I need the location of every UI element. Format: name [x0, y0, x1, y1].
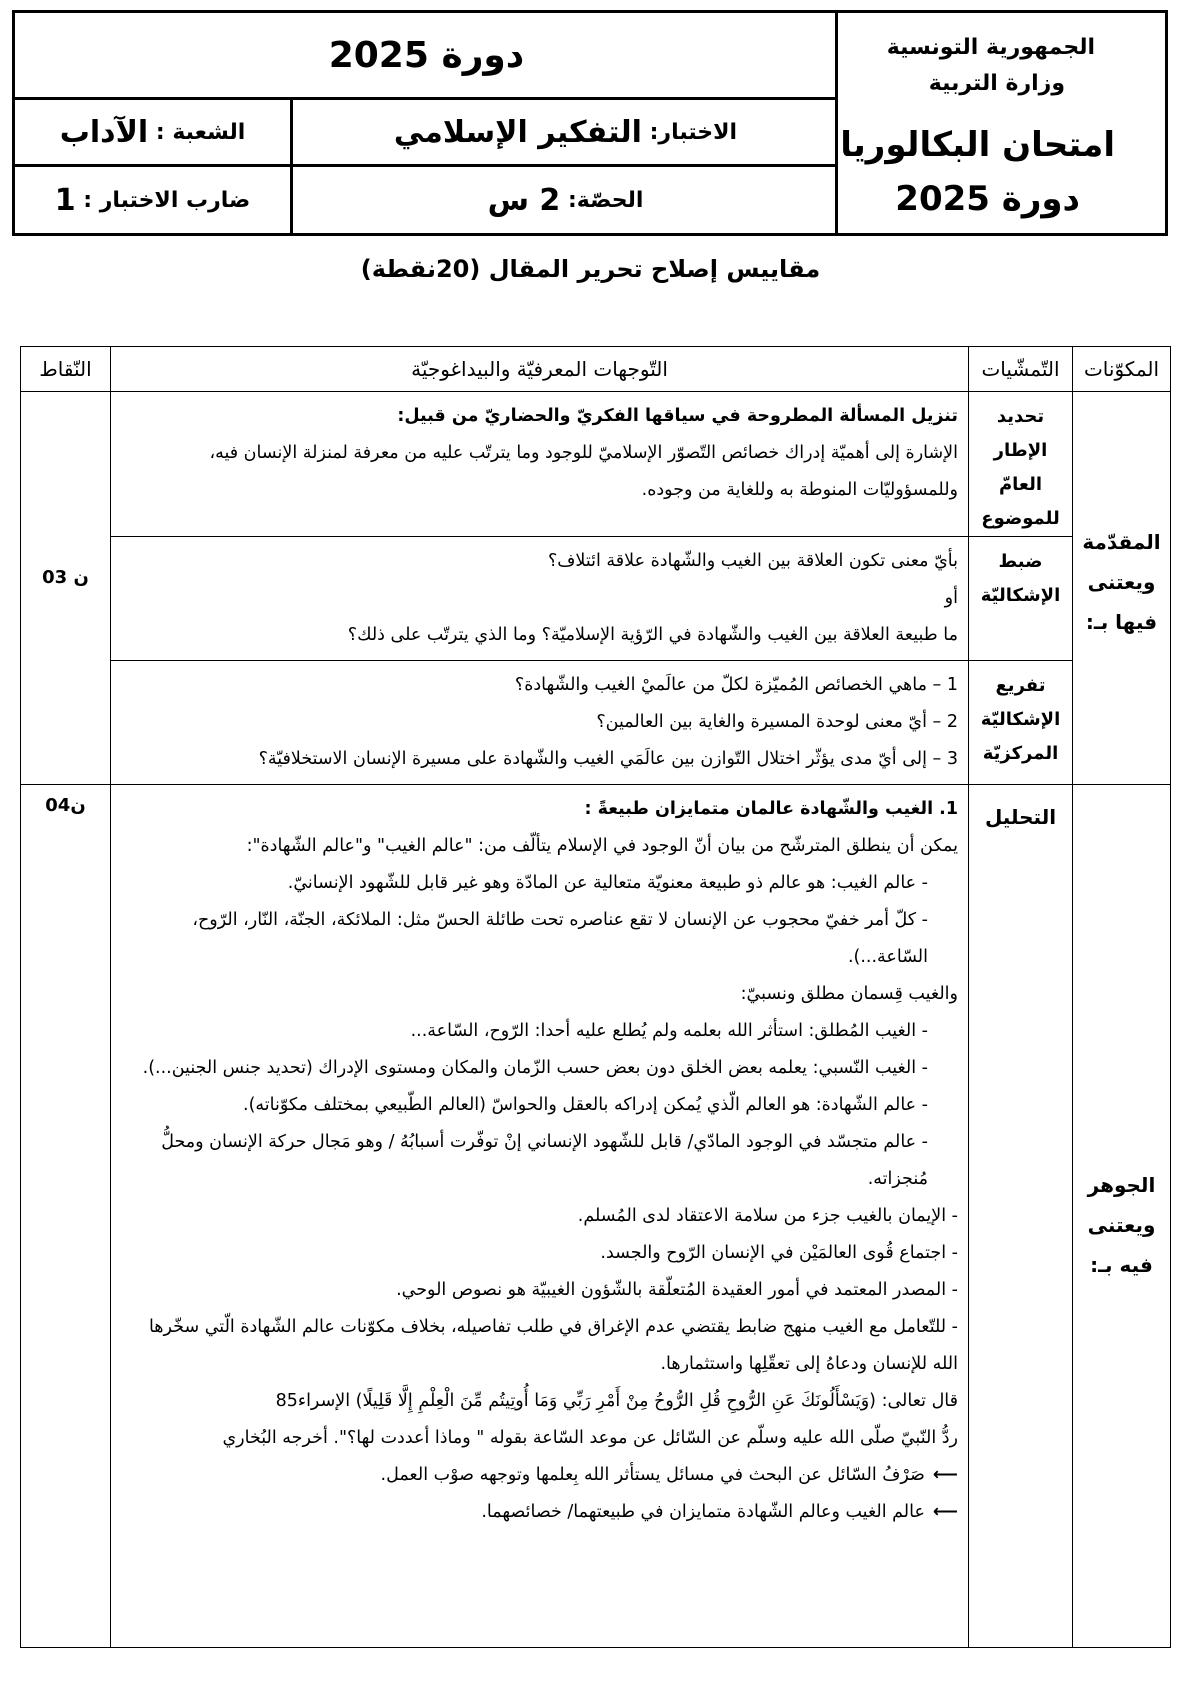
intro-subproblems-content: 1 – ماهي الخصائص المُميّزة لكلّ من عالَميْ الغيب والشّهادة؟ 2 – أيّ معنى لوحدة المسيرة والغاية بين العالمين؟ 3 – إلى أيّ مدى يؤثّر اختلال التّوازن بين عالَمَي الغيب والشّهادة على مسيرة الإنسان الاستخلافيّة؟ [111, 661, 969, 785]
header-institution [835, 13, 1165, 233]
header-duration-row [15, 167, 838, 233]
branch-label: الشعبة : [155, 119, 246, 145]
subject-label: الاختبار: [649, 119, 738, 145]
step-analysis: التحليل [969, 785, 1073, 1648]
arrow-left-icon: ⟵ [932, 1502, 958, 1522]
table-row [21, 392, 1171, 537]
session-right: دورة 2025 [895, 179, 1080, 219]
coefficient-value: 1 [54, 182, 76, 218]
subject-value: التفكير الإسلامي [393, 114, 642, 150]
step-subproblems: تفريع الإشكاليّة المركزيّة [969, 661, 1073, 785]
duration-cell [293, 167, 838, 233]
header-components: المكوّنات [1073, 347, 1171, 392]
branch-value: الآداب [59, 114, 149, 150]
intro-framework-content: تنزيل المسألة المطروحة في سياقها الفكريّ والحضاريّ من قبيل: الإشارة إلى أهميّة إدراك خصائص التّصوّر الإسلاميّ للوجود وما يترتّب عليه من معرفة لمنزلة الإنسان فيه، وللمسؤوليّات المنوطة به وللغاية من وجوده. [111, 392, 969, 537]
country-name: الجمهورية التونسية [886, 35, 1095, 60]
duration-value: 2 س [487, 182, 561, 218]
intro-problem-content: بأيّ معنى تكون العلاقة بين الغيب والشّهادة علاقة ائتلاف؟ أو ما طبيعة العلاقة بين الغيب والشّهادة في الرّؤية الإسلاميّة؟ وما الذي يترتّب على ذلك؟ [111, 537, 969, 661]
subject-cell [293, 100, 838, 164]
arrow-left-icon: ⟵ [932, 1465, 958, 1485]
header-session-row [15, 13, 838, 100]
header-steps: التّمشّيات [969, 347, 1073, 392]
table-row [21, 537, 1171, 661]
body-analysis-content: 1. الغيب والشّهادة عالمان متمايزان طبيعةً : يمكن أن ينطلق المترشّح من بيان أنّ الوجود في الإسلام يتألّف من: "عالم الغيب" و"عالم الشّهادة": - عالم الغيب: هو عالم ذو طبيعة معنويّة متعالية عن المادّة وهو غير قابل للشّهود الإنسانيّ. - كلّ أمر خفيّ محجوب عن الإنسان لا تقع عناصره تحت طائلة الحسّ مثل: الملائكة، الجنّة، النّار، الرّوح، السّاعة...). والغيب قِسمان مطلق ونسبيّ: - الغيب المُطلق: استأثر الله بعلمه ولم يُطلع عليه أحدا: الرّوح، السّاعة... - الغيب النّسبي: يعلمه بعض الخلق دون بعض حسب الزّمان والمكان ومستوى الإدراك (تحديد جنس الجنين...). - عالم الشّهادة: هو العالم الّذي يُمكن إدراكه بالعقل والحواسّ (العالم الطّبيعي بمختلف مكوّناته). - عالم متجسّد في الوجود المادّي/ قابل للشّهود الإنساني إنْ توفّرت أسبابُهُ / وهو مَجال حركة الإنسان ومحلُّ مُنجزاته. - الإيمان بالغيب جزء من سلامة الاعتقاد لدى المُسلم. - اجتماع قُوى العالمَيْن في الإنسان الرّوح والجسد. - المصدر المعتمد في أمور العقيدة المُتعلّقة بالشّؤون الغيبيّة هو نصوص الوحي. - للتّعامل مع الغيب منهج ضابط يقتضي عدم الإغراق في طلب تفاصيله، بخلاف مكوّنات عالم الشّهادة الّتي سخّرها الله للإنسان ودعاهُ إلى تعقّلِها واستثمارها. قال تعالى: (وَيَسْأَلُونَكَ عَنِ الرُّوحِ قُلِ الرُّوحُ مِنْ أَمْرِ رَبِّي وَمَا أُوتِيتُم مِّنَ الْعِلْمِ إِلَّا قَلِيلًا) الإسراء85 ردُّ النّبيّ صلّى الله عليه وسلّم عن السّائل عن موعد السّاعة بقوله " وماذا أعددت لها؟". أخرجه البُخاري ⟵صَرْفُ السّائل عن البحث في مسائل يستأثر الله بِعلمها وتوجهه صوْب العمل. ⟵عالم الغيب وعالم الشّهادة متمايزان في طبيعتهما/ خصائصهما. [111, 785, 969, 1648]
header-subject-row [15, 100, 838, 167]
header-orientations: التّوجهات المعرفيّة والبيداغوجيّة [111, 347, 969, 392]
grading-table [20, 346, 1171, 1648]
duration-label: الحصّة: [567, 187, 644, 213]
body-points: 04ن [21, 785, 111, 1648]
ministry-name: وزارة التربية [928, 71, 1065, 96]
table-row [21, 785, 1171, 1648]
body-component: الجوهر ويعتنى فيه بـ: [1073, 785, 1171, 1648]
session-top: دورة 2025 [328, 35, 525, 76]
header-points: النّقاط [21, 347, 111, 392]
intro-points: 03 ن [21, 392, 111, 785]
branch-cell [15, 100, 293, 164]
step-problem: ضبط الإشكاليّة [969, 537, 1073, 661]
exam-name: امتحان البكالوريا [840, 125, 1115, 165]
header-details [15, 13, 838, 233]
coefficient-cell [15, 167, 293, 233]
page-title: مقاييس إصلاح تحرير المقال (20نقطة) [360, 255, 821, 283]
table-header-row [21, 347, 1171, 392]
table-row [21, 661, 1171, 785]
coefficient-label: ضارب الاختبار : [83, 187, 251, 213]
intro-component: المقدّمة ويعتنى فيها بـ: [1073, 392, 1171, 785]
step-framework: تحديد الإطار العامّ للموضوع [969, 392, 1073, 537]
exam-header [12, 10, 1168, 236]
